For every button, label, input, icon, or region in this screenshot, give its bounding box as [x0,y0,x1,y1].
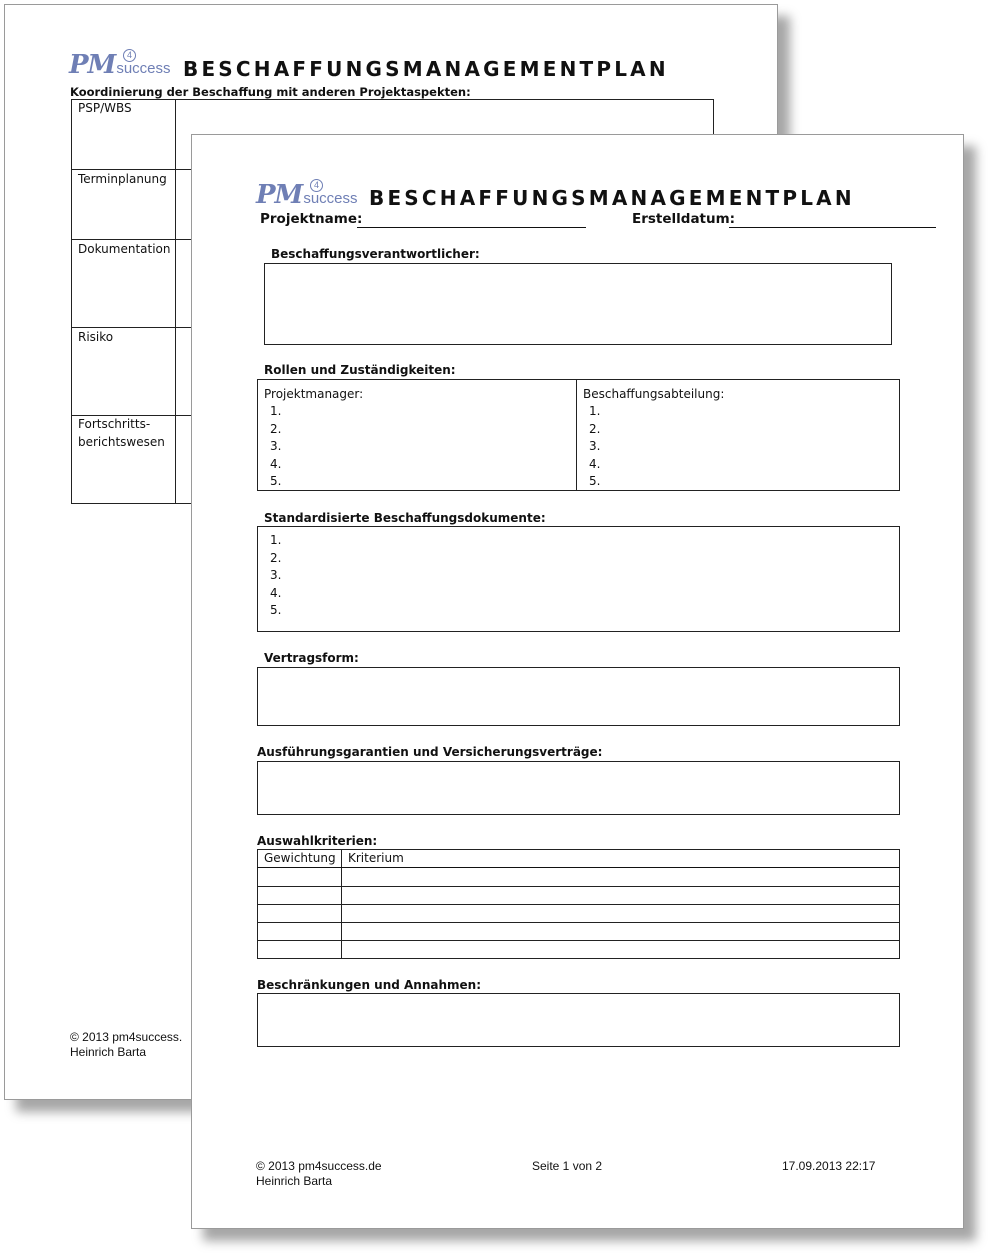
projektmanager-label: Projektmanager: [264,387,364,401]
doc-item-1[interactable]: 1. [270,533,282,547]
ba-item-5[interactable]: 5. [589,474,601,488]
logo-success-text: success [116,60,171,77]
doc-item-4[interactable]: 4. [270,585,282,600]
verantwortlicher-label: Beschaffungsverantwortlicher: [271,247,480,261]
row-label-risiko: Risiko [78,330,114,344]
beschraenkungen-box[interactable] [257,993,900,1047]
auswahl-row-divider [257,886,900,887]
back-footer-author: Heinrich Barta [70,1045,147,1059]
front-page [191,134,964,1229]
vertragsform-box[interactable] [257,667,900,726]
vertragsform-label: Vertragsform: [264,651,359,665]
dokumente-box [257,526,900,632]
pm-item-5[interactable]: 5. [270,474,282,488]
erstelldatum-label: Erstelldatum: [632,211,736,227]
garantien-label: Ausführungsgarantien und Versicherungsverträge: [257,745,603,759]
projektname-label: Projektname: [260,211,363,227]
table-column-divider [175,99,176,504]
ba-item-3[interactable]: 3. [589,439,601,453]
footer-datetime: 17.09.2013 22:17 [782,1159,876,1173]
pm-item-3[interactable]: 3. [270,439,282,453]
back-page-title: BESCHAFFUNGSMANAGEMENTPLAN [183,57,669,81]
kriterium-header: Kriterium [348,851,404,865]
row-label-psp: PSP/WBS [78,101,132,115]
dokumente-label: Standardisierte Beschaffungsdokumente: [264,511,546,525]
doc-item-3[interactable]: 3. [270,568,282,582]
verantwortlicher-box[interactable] [264,263,892,345]
gewichtung-header: Gewichtung [264,851,336,865]
auswahl-row-divider [257,940,900,941]
beschraenkungen-label: Beschränkungen und Annahmen: [257,978,482,992]
logo-four-badge: 4 [310,179,323,192]
logo-four-badge: 4 [123,49,136,62]
row-label-fortschritt: Fortschritts- berichtswesen [78,417,165,449]
garantien-box[interactable] [257,761,900,815]
coordination-label: Koordinierung der Beschaffung mit anderen Projektaspekten: [70,85,471,99]
back-footer-copyright: © 2013 pm4success. [70,1030,183,1044]
doc-item-5[interactable]: 5. [270,603,282,617]
auswahl-row-divider [257,904,900,905]
pm-item-2[interactable]: 2. [270,421,282,436]
row-label-dokumentation: Dokumentation [78,242,171,256]
logo-success-text: success [303,190,358,207]
logo-pm-text: PM [69,50,116,80]
erstelldatum-field[interactable] [729,227,936,228]
footer-page-number: Seite 1 von 2 [532,1159,603,1173]
auswahl-row-divider [257,922,900,923]
pm4success-logo [256,180,358,210]
logo-pm-text: PM [256,180,303,210]
beschaffungsabteilung-label: Beschaffungsabteilung: [583,387,725,401]
pm-item-4[interactable]: 4. [270,456,282,471]
footer-author: Heinrich Barta [256,1174,333,1188]
pm-item-1[interactable]: 1. [270,404,282,418]
projektname-field[interactable] [357,227,586,228]
auswahl-label: Auswahlkriterien: [257,834,378,848]
page-title: BESCHAFFUNGSMANAGEMENTPLAN [369,186,855,210]
ba-item-4[interactable]: 4. [589,456,601,471]
ba-item-2[interactable]: 2. [589,421,601,436]
footer-copyright: © 2013 pm4success.de [256,1159,382,1173]
ba-item-1[interactable]: 1. [589,404,601,418]
rollen-column-divider [576,379,577,491]
rollen-label: Rollen und Zuständigkeiten: [264,363,456,377]
doc-item-2[interactable]: 2. [270,550,282,565]
pm4success-logo [69,50,171,80]
row-label-terminplanung: Terminplanung [78,172,167,186]
